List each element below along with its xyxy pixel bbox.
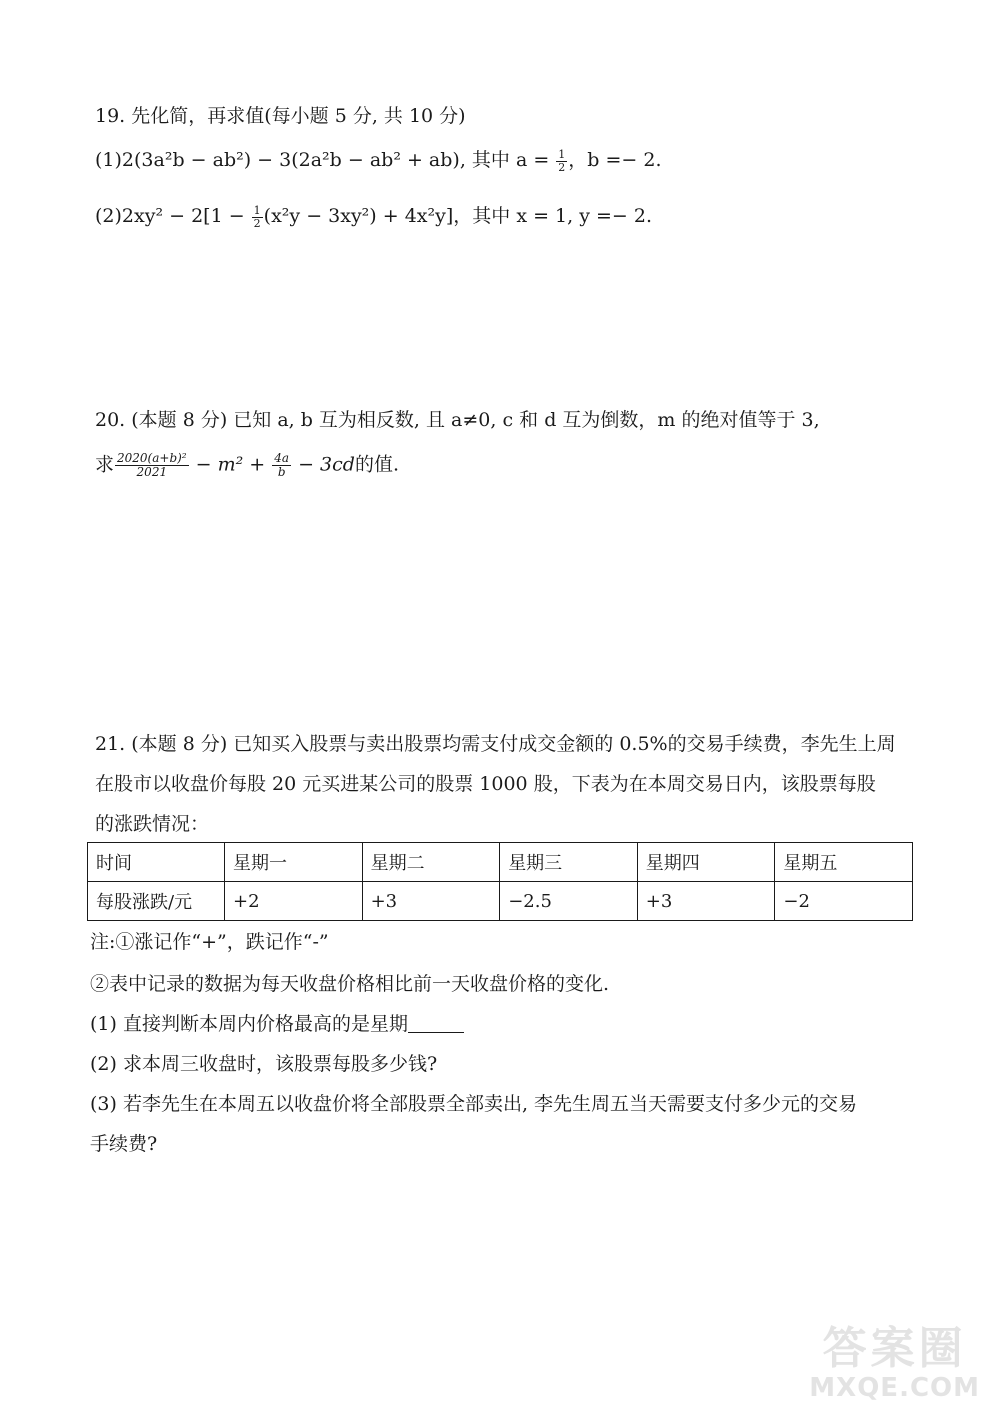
q19-p2-expression-b: (x²y − 3xy²) + 4x²y] xyxy=(263,205,454,227)
q21-subquestion-1 xyxy=(90,1012,464,1036)
table-cell: 每股涨跌/元 xyxy=(88,882,225,921)
table-header-cell: 星期四 xyxy=(637,843,775,882)
q21-line2: 在股市以收盘价每股 20 元买进某公司的股票 1000 股，下表为在本周交易日内，该股票每股 xyxy=(95,773,876,795)
q19-p2-fraction-denominator: 2 xyxy=(253,216,261,230)
table-row xyxy=(88,882,913,921)
table-header-cell: 星期五 xyxy=(775,843,913,882)
table-header-cell: 星期一 xyxy=(225,843,363,882)
table-header-row xyxy=(88,843,913,882)
q21-line3: 的涨跌情况： xyxy=(95,813,210,835)
q19-p1-fraction-denominator: 2 xyxy=(558,160,566,174)
q20-expression-tail: − 3cd xyxy=(292,453,355,476)
q21-subquestion-3-cont: 手续费? xyxy=(90,1133,158,1155)
table-cell: −2 xyxy=(775,882,913,921)
table-cell: +2 xyxy=(225,882,363,921)
q19-p1-fraction xyxy=(556,149,567,174)
q19-p2-fraction-numerator: 1 xyxy=(253,203,261,217)
q19-p1-fraction-numerator: 1 xyxy=(558,147,566,161)
q19-p2-fraction xyxy=(252,205,263,230)
q19-p1-condition-prefix: , 其中 a = xyxy=(459,149,556,171)
q19-p1-expression: 2(3a²b − ab²) − 3(2a²b − ab² + ab) xyxy=(121,149,460,171)
table-header-cell: 时间 xyxy=(88,843,225,882)
q20-suffix: 的值. xyxy=(354,453,400,476)
q20-fraction-2-numerator: 4a xyxy=(274,451,290,465)
q19-p2-label: (2) xyxy=(95,205,122,227)
answer-blank[interactable] xyxy=(408,1014,464,1033)
q21-note1: 注:①涨记作“+”，跌记作“-” xyxy=(90,931,329,953)
q20-fraction-2 xyxy=(272,452,291,479)
q19-title: 19. 先化简，再求值(每小题 5 分, 共 10 分) xyxy=(95,105,466,127)
q21-note2: ②表中记录的数据为每天收盘价格相比前一天收盘价格的变化. xyxy=(90,973,610,995)
q20-fraction-1-denominator: 2021 xyxy=(136,465,168,479)
q21-subquestion-2: (2) 求本周三收盘时，该股票每股多少钱? xyxy=(90,1053,438,1075)
table-cell: +3 xyxy=(637,882,775,921)
q20-expression-mid: − m² + xyxy=(189,453,272,476)
q20-prefix: 求 xyxy=(95,453,115,476)
q20-line1: 20. (本题 8 分) 已知 a, b 互为相反数, 且 a≠0, c 和 d 互为倒数，m 的绝对值等于 3, xyxy=(95,409,820,431)
q20-fraction-2-denominator: b xyxy=(277,465,286,479)
q20-fraction-1 xyxy=(115,452,189,479)
watermark-logo: 答案圈 xyxy=(822,1323,967,1374)
q20-line2 xyxy=(95,452,399,479)
q19-p1-label: (1) xyxy=(95,149,122,171)
q19-p2-condition: ，其中 x = 1, y =− 2. xyxy=(453,205,652,227)
table-cell: +3 xyxy=(362,882,500,921)
table-cell: −2.5 xyxy=(500,882,638,921)
q19-part2 xyxy=(95,204,652,230)
q19-p1-condition-suffix: ，b =− 2. xyxy=(568,149,662,171)
q21-line1: 21. (本题 8 分) 已知买入股票与卖出股票均需支付成交金额的 0.5%的交易手续费，李先生上周 xyxy=(95,733,896,755)
q19-part1 xyxy=(95,148,662,174)
q21-subquestion-1-text: (1) 直接判断本周内价格最高的是星期 xyxy=(90,1013,408,1035)
watermark xyxy=(809,1325,980,1403)
q21-subquestion-3: (3) 若李先生在本周五以收盘价将全部股票全部卖出, 李先生周五当天需要支付多少元的交易 xyxy=(90,1093,858,1115)
q19-p2-expression-a: 2xy² − 2[1 − xyxy=(121,205,251,227)
q20-fraction-1-numerator: 2020(a+b)² xyxy=(117,451,187,465)
watermark-site: MXQE.COM xyxy=(809,1373,980,1403)
table-header-cell: 星期三 xyxy=(500,843,638,882)
stock-change-table xyxy=(87,842,913,921)
table-header-cell: 星期二 xyxy=(362,843,500,882)
